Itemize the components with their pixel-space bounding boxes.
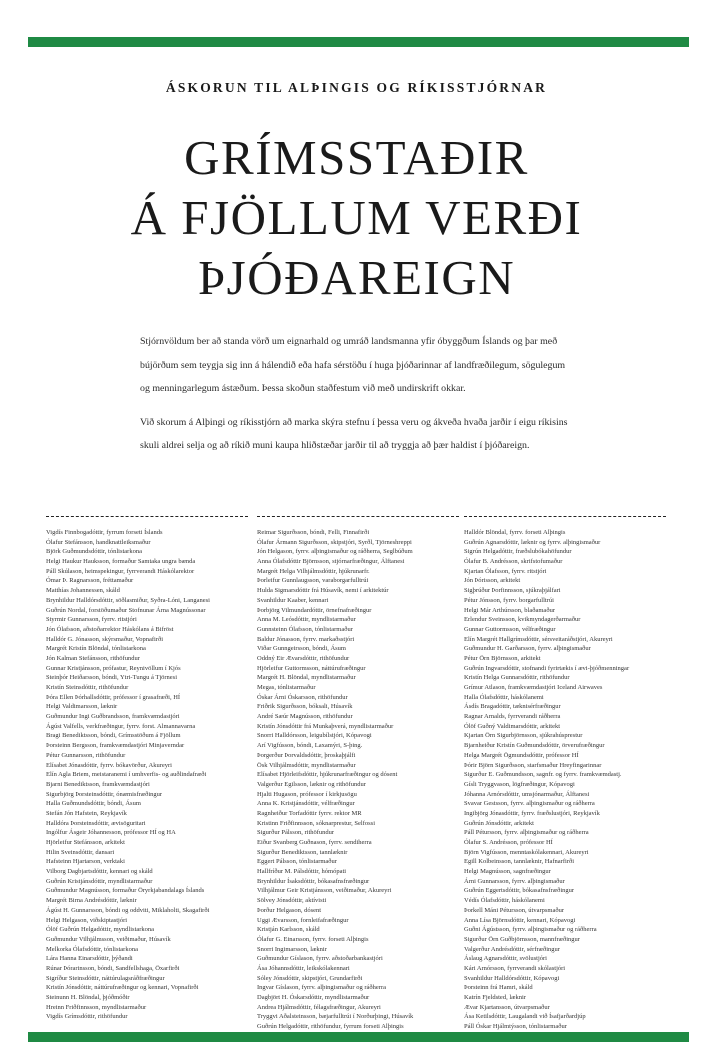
signatory-name: Styrmir Gunnarsson, fyrrv. ritstjóri	[46, 616, 137, 624]
signatory-name: Baldur Jónasson, fyrrv. markaðsstjóri	[257, 635, 355, 643]
signatory-name: Halldór Blöndal, fyrrv. forseti Alþingis	[464, 529, 566, 536]
signatory-name: André Sæúr Magnússon, rithöfundur	[257, 713, 353, 721]
signatory-name: Sigþrúður Þorfinnsson, sjúkraþjálfari	[464, 587, 561, 595]
headline-line-2: Á FJÖLLUM VERÐI	[130, 190, 583, 245]
signatory-column-2	[257, 513, 459, 1032]
signatory-name: Friðrik Sigurðsson, bóksali, Húsavík	[257, 703, 353, 711]
intro-paragraph-2: Við skorum á Alþingi og ríkisstjórn að marka skýra stefnu í þessa veru og ákveða hvaða jarðir í eigu ríkisins skuli aldrei selja og að ríkið muni kaupa hliðstæðar jarðir til að tryggja að þær haldist í þjóðareign.	[140, 416, 568, 451]
signatory-name: Margrét Helga Vilhjálmsdóttir, hjúkrunarfr.	[257, 567, 370, 575]
signatory-name: Jóhanna Arnórsdóttir, umsjónarmaður, Álftanesi	[464, 790, 590, 798]
signatory-name: Brynhildur Ísaksdóttir, bókasafnsfræðingur	[257, 877, 370, 885]
signatory-name: Brynhildur Halldórsdóttir, söðlasmiður, Syðra-Lóni, Langanesi	[46, 596, 210, 604]
top-green-bar	[28, 37, 689, 47]
signatory-name: Guðmundur Vilhjálmsson, veiðimaður, Húsavík	[46, 935, 171, 943]
signatory-name: Hjalti Hugason, prófessor í kirkjusögu	[257, 790, 357, 798]
signatory-name: Þorgerður Þorvaldsdóttir, þroskaþjálfi	[257, 751, 356, 759]
signatory-name: Uggi Ævarsson, fornleifafræðingur	[257, 916, 349, 924]
signatory-name: Guðrún Agnarsdóttir, læknir og fyrrv. alþingismaður	[464, 538, 601, 546]
signatory-name: Gísli Tryggvason, lögfræðingur, Kópavogi	[464, 780, 575, 788]
signatory-name: Guðrún Ingvarsdóttir, stofnandi fyrirtækis í ævi-þjóðmenningar	[464, 664, 630, 672]
signatory-name: Ólöf Guðný Valdimarsdóttir, arkitekt	[464, 722, 561, 730]
signatory-name: Halldóra Þorsteinsdóttir, ævisöguritari	[46, 819, 146, 827]
signatory-name: Kári Arnórsson, fyrrverandi skólastjóri	[464, 964, 566, 972]
signature-line	[464, 516, 666, 517]
signatory-name: Guðmundur Gíslason, fyrrv. aðstoðarbankastjóri	[257, 955, 383, 963]
signatory-name: Hjörleifur Stefánsson, arkitekt	[46, 839, 125, 846]
signatory-name: Egill Kolbeinsson, tannlæknir, Hafnarfirði	[464, 858, 575, 866]
signatory-name: Elín Margrét Hallgrímsdóttir, sérsveitaráðstjóri, Akureyri	[464, 635, 613, 643]
headline-line-3: ÞJÓÐAREIGN	[197, 250, 516, 305]
signatory-name: Kristín Helga Gunnarsdóttir, rithöfundur	[464, 674, 570, 682]
signatory-name: Halldór G. Jónasson, skýrsmaður, Vopnafirði	[46, 635, 164, 643]
signatory-column-1	[46, 513, 248, 1022]
signatory-name: Guðmundur Ingi Guðbrandsson, framkvæmdastjóri	[46, 713, 180, 721]
signatory-name: Pétur Jónsson, fyrrv. borgarfulltrúi	[464, 596, 554, 604]
bottom-green-bar	[28, 1032, 689, 1042]
signatory-name: Andrea Hjálmsdóttir, félagsfræðingur, Akureyri	[257, 1003, 381, 1011]
signatory-name: Gunnsteinn Ólafsson, tónlistarmaður	[257, 625, 353, 633]
signatory-name: Ólafur G. Einarsson, fyrrv. forseti Alþingis	[257, 935, 369, 943]
signatory-name: Arí Vigfússon, bóndi, Laxamýri, S-þing.	[257, 742, 363, 750]
signatory-name: Ævar Kjartansson, útvarpsmaður	[464, 1003, 550, 1011]
signatory-name: Sigurður Benediktsson, tannlæknir	[257, 848, 348, 856]
signatory-name: Þorleifur Gunnlaugsson, varaborgarfulltrúi	[257, 577, 369, 585]
signatory-name: Elín Agla Briem, meistaranemi í umhverfis- og auðlindafræði	[46, 771, 207, 779]
headline	[0, 128, 713, 308]
signatory-name: Lára Hanna Einarsdóttir, þýðandi	[46, 955, 133, 963]
signatory-name: Viðar Gunngeirsson, bóndi, Ásum	[257, 645, 346, 653]
signatory-name: Svanhildur Halldórsdóttir, Kópavogi	[464, 974, 560, 982]
signatory-name: Guðrún Kristjánsdóttir, myndlistarmaður	[46, 877, 153, 885]
signatory-name: Eiður Svanberg Guðnason, fyrrv. sendiherra	[257, 839, 372, 846]
signatory-name: Ösk Vilhjálmsdóttir, myndlistarmaður	[257, 761, 356, 769]
signatory-name: Anna Lísa Björnsdóttir, kennari, Kópavogi	[464, 916, 576, 924]
signatory-name: Rúnar Þórarinsson, bóndi, Sandfellshaga, Öxarfirði	[46, 964, 180, 972]
signatory-name: Ingólfur Ásgeir Jóhannesson, prófessor HÍ og HA	[46, 829, 176, 837]
signatory-name: Anna M. Leósdóttir, myndlistarmaður	[257, 616, 356, 624]
signatory-name: Snorri Halldórsson, leigubílstjóri, Kópavogi	[257, 732, 372, 740]
signatory-name: Oddný Eir Ævarsdóttir, rithöfundur	[257, 654, 350, 662]
signatory-name: Katrín Fjeldsted, læknir	[464, 994, 526, 1001]
signatory-name: Ásdís Bragadóttir, tæknisérfræðingur	[464, 703, 561, 711]
intro-text	[140, 330, 572, 468]
signatory-name: Sóley Jónsdóttir, skipstjóri, Grundarfirði	[257, 974, 363, 982]
signature-line	[46, 516, 248, 517]
signatory-name: Þorður Helgason, dósent	[257, 906, 322, 914]
signatory-name: Bjarni Benediktsson, framkvæmdastjóri	[46, 780, 150, 788]
signatory-name: Ragnar Arnalds, fyrrverandi ráðherra	[464, 713, 561, 721]
signatory-name: Þorsteinn Bergsson, framkvæmdastjóri Minjaverndar	[46, 742, 185, 750]
signatory-name: Guðrún Helgadóttir, rithöfundur, fyrrum forseti Alþingis	[257, 1023, 404, 1031]
signatory-name: Melkorka Ólafsdóttir, tónlistarkona	[46, 945, 138, 953]
signatory-column-3	[464, 513, 666, 1032]
signatory-name: Guðrún Eggertsdóttir, bókasafnsfræðingur	[464, 887, 575, 895]
signatory-name: Kjartan Ólafsson, fyrrv. ritstjóri	[464, 567, 547, 575]
signatory-name: Margrét Kristín Blöndal, tónlistarkona	[46, 645, 146, 653]
signatory-name: Jón Ólafsson, aðstoðarrektor Háskólans á Bifröst	[46, 625, 174, 633]
signatory-name: Jón Kalman Stefánsson, rithöfundur	[46, 654, 140, 662]
signatory-name: Pétur Örn Björnsson, arkitekt	[464, 654, 541, 662]
signatory-name: Elísabet Hjörleifsdóttir, hjúkrunarfræðingur og dósent	[257, 771, 398, 779]
signatory-name: Svanhildur Kaaber, kennari	[257, 596, 329, 604]
signatory-name: Guðni Ágústsson, fyrrv. alþingismaður og ráðherra	[464, 926, 597, 934]
signatory-name: Stefán Jón Hafstein, Reykjavík	[46, 809, 127, 817]
signatory-name: Helgi Haukur Hauksson, formaður Samtaka ungra bænda	[46, 558, 196, 566]
signatory-name: Kristján Karlsson, skáld	[257, 926, 320, 934]
signatory-name: Ingibjörg Jónasdóttir, fyrrv. fræðslustjóri, Reykjavík	[464, 809, 600, 817]
signatory-name: Helgi Valdimarsson, læknir	[46, 703, 118, 711]
signatory-name: Steinunn H. Blöndal, þjóðmóðir	[46, 994, 130, 1001]
signatory-name: Erlendur Sveinsson, kvikmyndagerðarmaður	[464, 616, 581, 624]
signatory-name: Reimar Sigurðsson, bóndi, Felli, Finnafirði	[257, 529, 370, 536]
signatory-name: Halla Ólafsdóttir, háskólanemi	[464, 693, 544, 701]
signatory-name: Kristín Jónsdóttir, náttúrufræðingur og kennari, Vopnafirði	[46, 984, 199, 992]
signatory-name: Hulda Sigmarsdóttir frá Húsavík, nemi í arkitektúr	[257, 587, 389, 595]
signatory-name: Eggert Pálsson, tónlistarmaður	[257, 858, 337, 866]
signatory-name: Ólöf Guðrún Helgadóttir, myndlistarkona	[46, 926, 155, 934]
signatory-name: Védís Ólafsdóttir, háskólanemi	[464, 897, 545, 905]
signatory-name: Ómar Þ. Ragnarsson, fréttamaður	[46, 577, 134, 585]
signatory-name: Þorbjörg Vilmundardóttir, örnefnafræðingur	[257, 606, 372, 614]
signatory-name: Ólafur B. Andrésson, skrifstofumaður	[464, 558, 563, 566]
signatory-name: Helgi Magnússon, sagnfræðingur	[464, 868, 551, 876]
signatory-name: Megas, tónlistarmaður	[257, 684, 316, 691]
signatory-name: Bjarnheiður Kristín Guðmundsdóttir, örverufræðingur	[464, 742, 605, 750]
signatory-name: Kjartan Örn Sigurbjörnsson, sjúkrahúsprestur	[464, 732, 583, 740]
signatory-name: Elísabet Jónasdóttir, fyrrv. bókavörður, Akureyri	[46, 761, 172, 769]
signatory-name: Valgerður Egilsson, læknir og rithöfundur	[257, 780, 366, 788]
signatory-name: Halla Guðmundsdóttir, bóndi, Ásum	[46, 800, 141, 808]
signatory-name: Sölvey Jónsdóttir, aktívisti	[257, 897, 327, 905]
signatory-name: Páll Skúlason, heimspekingur, fyrrverandi Háskólarektor	[46, 567, 195, 575]
signatory-name: Ása Ketilsdóttir, Laugalandi við Ísafjarðardjúp	[464, 1013, 586, 1021]
headline-line-1: GRÍMSSTAÐIR	[184, 130, 529, 185]
signatory-name: Bragi Benediktsson, bóndi, Grímsstöðum á Fjöllum	[46, 732, 181, 740]
signatory-name: Kristín Jónsdóttir frá Munkaþverá, myndlistarmaður	[257, 722, 394, 730]
signatory-name: Helga Margrét Ögmundsdóttir, prófessor HÍ	[464, 751, 579, 759]
signatory-name: Pétur Gunnarsson, rithöfundur	[46, 751, 126, 759]
signatory-list	[257, 528, 459, 1032]
signatory-name: Grímur Atlason, framkvæmdastjóri Iceland Airwaves	[464, 684, 603, 691]
signatory-name: Ólafur Ármann Sigurðsson, skipstjóri, Syrðl, Tjörneshreppi	[257, 538, 412, 546]
signatory-name: Guðrún Jónsdóttir, arkitekt	[464, 819, 534, 827]
signatory-name: Sigurður Pálsson, rithöfundur	[257, 829, 335, 837]
signatory-name: Ása Jóhannsdóttir, leikskólakennari	[257, 964, 350, 972]
signatory-name: Vilhjálmur Geir Kristjánsson, veiðimaður, Akureyri	[257, 887, 392, 895]
signatory-name: Sigurður E. Guðmundsson, sagnfr. og fyrrv. framkvæmdastj.	[464, 771, 622, 779]
signatory-name: Anna K. Kristjánsdóttir, vélfræðingur	[257, 800, 355, 808]
signatory-name: Vigdís Grímsdóttir, rithöfundur	[46, 1013, 128, 1021]
signatory-name: Ágúst Valfells, verkfræðingur, fyrrv. forst. Almannavarna	[46, 722, 196, 730]
signatory-list	[464, 528, 666, 1032]
signatory-name: Jón Helgason, fyrrv. alþingismaður og ráðherra, Seglbúðum	[257, 548, 413, 556]
signatory-name: Þorsteinn frá Hamri, skáld	[464, 984, 533, 992]
signatory-name: Tryggvi Aðalsteinsson, bæjarfulltrúi í Norðurþingi, Húsavík	[257, 1013, 414, 1021]
signatory-name: Björk Guðmundsdóttir, tónlistarkona	[46, 548, 142, 556]
signatory-name: Ágúst H. Gunnarsson, bóndi og oddviti, Miklaholti, Skagafirði	[46, 906, 210, 914]
signatory-name: Sigríður Steinsdóttir, náttúrulagsráðfræðingur	[46, 974, 165, 982]
signatory-name: Helgi Már Arthúrsson, blaðamaður	[464, 606, 555, 614]
signatory-name: Guðmundur H. Garðarsson, fyrrv. alþingismaður	[464, 645, 591, 653]
signatory-name: Margrét Birna Andrésdóttir, læknir	[46, 897, 137, 905]
signature-line	[257, 516, 459, 517]
signatory-name: Þóra Ellen Þórhallsdóttir, prófessor í grasafræði, HÍ	[46, 693, 181, 701]
signatory-name: Hilin Sveinsdóttir, dansari	[46, 848, 115, 856]
signatory-name: Anna Ólafsdóttir Björnsson, stjórnarfræðingur, Álftanesi	[257, 558, 405, 566]
signatory-name: Steinþór Heiðarsson, bóndi, Ytri-Tungu á Tjörnesi	[46, 674, 178, 682]
signatory-name: Guðrún Nordal, forstöðumaður Stofnunar Árna Magnússonar	[46, 606, 206, 614]
signatory-name: Margrét H. Blöndal, myndlistarmaður	[257, 674, 356, 682]
signatory-name: Sigurbjörg Þorsteinsdóttir, ónæmisfræðingur	[46, 790, 163, 798]
signatory-name: Svavar Gestsson, fyrrv. alþingismaður og ráðherra	[464, 800, 595, 808]
signatory-list	[46, 528, 248, 1022]
signatory-name: Helgi Helgason, viðskiptastjóri	[46, 916, 128, 924]
signatory-name: Þórir Björn Sigurðsson, starfsmaður Hreyfingarinnar	[464, 761, 602, 769]
signatory-name: Ólafur S. Andrésson, prófessor HÍ	[464, 839, 553, 846]
signatory-name: Jón Þórisson, arkitekt	[464, 577, 521, 585]
signatory-name: Hjörleifur Guttormsson, náttúrufræðingur	[257, 664, 366, 672]
signatory-name: Hallfríður M. Pálsdóttir, hómópati	[257, 868, 347, 876]
signatory-name: Dagbjört H. Óskarsdóttir, myndlistarmaður	[257, 994, 370, 1001]
kicker-title: ÁSKORUN TIL ALÞINGIS OG RÍKISSTJÓRNAR	[165, 80, 548, 95]
signatory-name: Óskar Árni Óskarsson, rithöfundur	[257, 693, 348, 701]
signatory-name: Áslaug Agnarsdóttir, svölustjóri	[464, 955, 547, 963]
signatory-name: Sigurður Örn Guðbjörnsson, mannfræðingur	[464, 935, 580, 943]
signatory-name: Gunnar Kristjánsson, prófastur, Reynivöllum í Kjós	[46, 664, 181, 672]
signatory-name: Björn Vigfússon, menntaskólakennari, Akureyri	[464, 848, 589, 856]
signatory-name: Árni Gunnarsson, fyrrv. alþingismaður	[464, 877, 565, 885]
signatory-name: Ingvar Gíslason, fyrrv. alþingismaður og ráðherra	[257, 984, 386, 992]
signatory-name: Ragnheiður Torfadóttir fyrrv. rektor MR	[257, 809, 362, 817]
signatory-name: Páll Óskar Hjálmtýsson, tónlistarmaður	[464, 1023, 567, 1031]
signatory-name: Gunnar Guttormsson, vélfræðingur	[464, 625, 556, 633]
signatory-name: Valgerður Andrésdóttir, sérfræðingur	[464, 945, 560, 953]
signatory-name: Snorri Ingimarsson, læknir	[257, 945, 327, 953]
signatory-name: Matthías Johannessen, skáld	[46, 587, 120, 595]
signatory-name: Guðmundur Magnússon, formaður Öryrkjabandalags Íslands	[46, 887, 205, 895]
signatory-name: Páll Pétursson, fyrrv. alþingismaður og ráðherra	[464, 829, 589, 837]
signatory-name: Kristín Steinsdóttir, rithöfundur	[46, 684, 129, 691]
signatory-name: Kristinn Friðfinnsson, sóknarprestur, Selfossi	[257, 819, 375, 827]
signatory-name: Vilborg Dagbjartsdóttir, kennari og skáld	[46, 868, 153, 876]
signatory-name: Hafsteinn Hjartarson, verktaki	[46, 858, 125, 866]
signatory-name: Vigdís Finnbogadóttir, fyrrum forseti Íslands	[46, 529, 163, 536]
signatory-name: Þorkell Máni Pétursson, útvarpsmaður	[464, 906, 565, 914]
signatory-name: Hreinn Friðfinnsson, myndlistarmaður	[46, 1003, 147, 1011]
intro-paragraph-1: Stjórnvöldum ber að standa vörð um eignarhald og umráð landsmanna yfir óbyggðum Íslands og þar með bújörðum sem teygja sig inn á hálendið eða hafa sérstöðu í huga þjóðarinnar af landfræðilegum, sögulegum og menningarlegum ástæðum. Þessa skoðun staðfestum við með undirskrift okkar.	[140, 336, 566, 394]
signatory-name: Sigrún Helgadóttir, fræðslubókahöfundur	[464, 548, 572, 556]
signatory-name: Ólafur Stefánsson, handknattleiksmaður	[46, 538, 151, 546]
